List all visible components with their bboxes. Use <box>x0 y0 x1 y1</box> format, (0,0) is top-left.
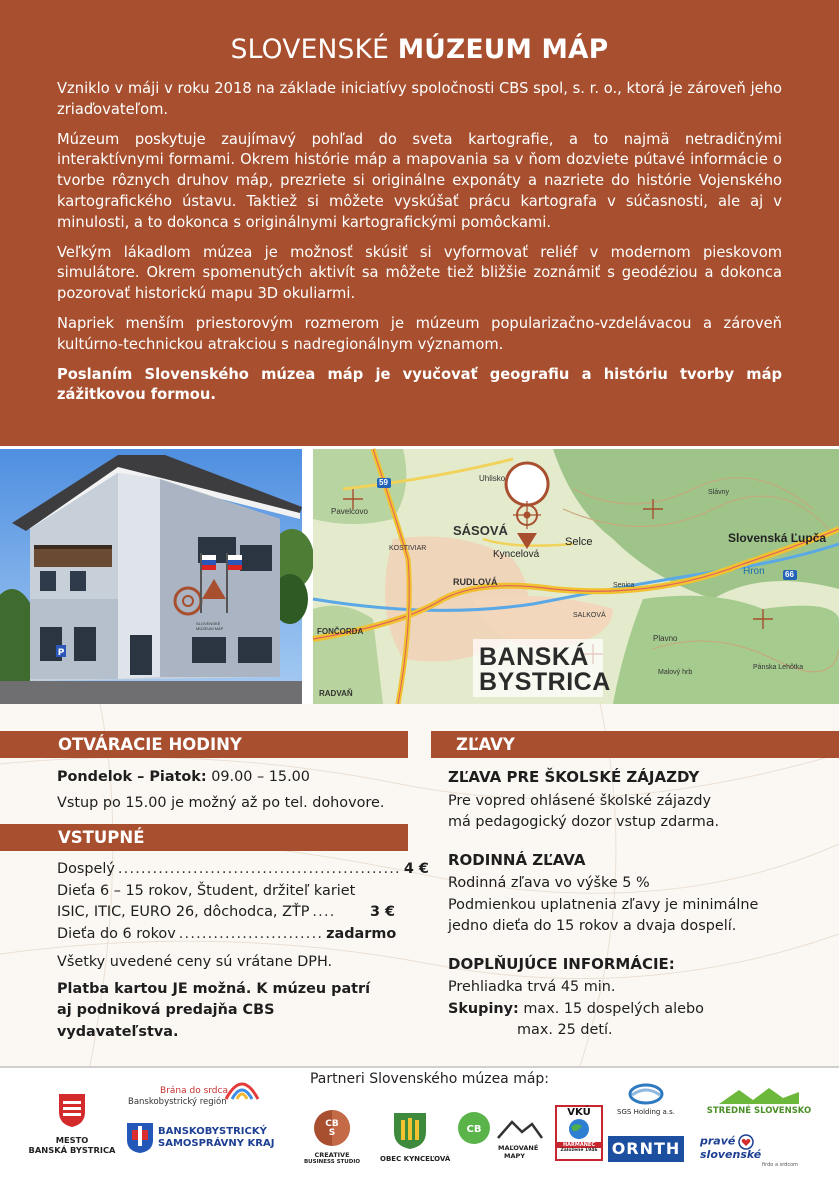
logo-text: Brána do srdca <box>160 1086 228 1096</box>
logo-malovane-mapy <box>456 1110 544 1160</box>
logo-text: MAĽOVANÉ <box>498 1144 539 1152</box>
intro-paragraph: Múzeum poskytuje zaujímavý pohľad do sveta kartografie, a to najmä netradičnými interaktívnymi formami. Okrem histórie máp a mapovania sa v ňom dozviete pútavé informácie o tvorbe rôznych druhov máp, prezriete si originálne exponáty a nazriete do histórie Vojenského kartografického ústavu. Taktiež si môžete vyskúšať prácu kartografa v súčasnosti, ale aj v minulosti, a to dokonca s originálnymi kartografickými pomôckami. <box>57 130 782 231</box>
logo-text: ORNTH <box>611 1139 681 1158</box>
svg-text:CB: CB <box>466 1124 482 1135</box>
logo-subtext: firdo a srdcom <box>762 1162 799 1168</box>
vat-note: Všetky uvedené ceny sú vrátane DPH. <box>57 954 333 970</box>
logo-text: MESTO <box>55 1135 89 1145</box>
building-illustration <box>0 449 302 704</box>
price-row-reduced <box>57 902 395 924</box>
map-label-radvan: RADVAŇ <box>319 689 353 698</box>
price-row-adult <box>57 859 429 881</box>
map-label-road-66: 66 <box>785 570 794 579</box>
malovane-mapy-icon <box>456 1110 544 1146</box>
coat-of-arms-icon <box>57 1092 87 1128</box>
family-discount-line: Podmienkou uplatnenia zľavy je minimálne <box>448 896 759 913</box>
building-sign: SLOVENSKÉ MÚZEUM MÁP <box>196 621 224 631</box>
intro-panel <box>0 0 839 446</box>
map-label-road-59: 59 <box>379 478 388 487</box>
discounts-info <box>448 767 818 1042</box>
price-label-line1: Dieťa 6 – 15 rokov, Študent, držiteľ kariet <box>57 882 356 899</box>
map-label-salkova: SALKOVÁ <box>573 612 606 619</box>
price-dots: ......................... <box>178 925 324 942</box>
map-label-senica: Senica <box>613 582 635 589</box>
map-label-pavelcovo: Pavelcovo <box>331 507 368 516</box>
cbs-letter: S <box>328 1128 336 1138</box>
map-city-name <box>479 645 611 695</box>
hours-time: 09.00 – 15.00 <box>211 769 310 785</box>
map-label-malovy-hrb: Malový hrb <box>658 669 693 676</box>
price-label: Dieťa do 6 rokov <box>57 925 176 942</box>
map-label-panska-lehotka: Pánska Lehôtka <box>753 664 804 671</box>
hours-info <box>57 767 407 814</box>
intro-paragraph: Vzniklo v máji v roku 2018 na základe iniciatívy spoločnosti CBS spol, s. r. o., ktorá je zároveň jeho zriaďovateľom. <box>57 80 782 118</box>
logo-sgs-holding <box>608 1083 684 1117</box>
map-label-slovenska-lupca: Slovenská Ľupča <box>728 531 827 545</box>
logo-mesto-banska-bystrica <box>22 1092 122 1155</box>
mission-statement: Poslaním Slovenského múzea máp je vyučovať geografiu a históriu tvorby máp zážitkovou formou. <box>57 365 782 404</box>
logo-text: BANSKÁ BYSTRICA <box>28 1145 116 1155</box>
discounts-heading: ZĽAVY <box>456 735 515 754</box>
logo-text: STREDNÉ SLOVENSKO <box>706 1106 812 1116</box>
school-discount-line: Pre vopred ohlásené školské zájazdy <box>448 792 711 809</box>
hours-heading: OTVÁRACIE HODINY <box>58 735 242 754</box>
logo-stredne-slovensko <box>700 1086 818 1116</box>
map-label-selce: Selce <box>565 536 593 548</box>
logo-obec-kyncelova <box>380 1112 451 1164</box>
groups-line: max. 15 dospelých alebo <box>523 1000 704 1017</box>
groups-line: max. 25 detí. <box>517 1022 613 1038</box>
family-discount-line: jedno dieťa do 15 rokov a dvaja dospelí. <box>448 918 737 934</box>
school-discount-line: má pedagogický dozor vstup zdarma. <box>448 814 720 830</box>
groups-label: Skupiny: <box>448 1000 519 1017</box>
tour-duration: Prehliadka trvá 45 min. <box>448 979 616 995</box>
price-value: zadarmo <box>326 925 397 942</box>
map-city-line2: BYSTRICA <box>479 668 611 696</box>
hours-heading-bar <box>0 731 408 758</box>
cbs-letter: B <box>331 1119 339 1129</box>
intro-paragraph: Napriek menším priestorovým rozmerom je múzeum popularizačno-vzdelávacou a zároveň kultúrno-technickou atrakciou s nadregionálnym významom. <box>57 314 782 353</box>
logo-text: slovenské <box>700 1148 762 1161</box>
intro-paragraph: Veľkým lákadlom múzea je možnosť skúsiť si vyformovať reliéf v modernom pieskovom simulátore. Okrem spomenutých aktivít sa môžete tiež bližšie zoznámiť s geodéziou a dokonca pozorovať historickú mapu 3D okuliarmi. <box>57 243 782 303</box>
mountains-icon <box>719 1086 799 1104</box>
logo-text: Banskobystrický región <box>128 1097 227 1107</box>
page-title: SLOVENSKÉ MÚZEUM MÁP <box>230 34 609 65</box>
price-row-child <box>57 924 395 946</box>
card-payment-note: Platba kartou JE možná. K múzeu patrí aj podniková predajňa CBS vydavateľstva. <box>57 980 371 1040</box>
sgs-swirl-icon <box>626 1083 666 1105</box>
map-label-kyncelova: Kyncelová <box>493 549 540 560</box>
kyncelova-shield-icon <box>393 1112 427 1150</box>
partners-divider <box>0 1066 839 1068</box>
map-label-slavny: Slávny <box>708 489 730 496</box>
vku-title: VKÚ <box>567 1107 591 1118</box>
logo-ornth <box>608 1136 684 1162</box>
map-label-plavno: Plavno <box>653 634 678 643</box>
logo-cbs-creative <box>300 1108 364 1166</box>
logo-text: OBEC KYNCEĽOVÁ <box>380 1155 451 1163</box>
admission-heading: VSTUPNÉ <box>58 828 145 847</box>
logo-prave-slovenske <box>700 1134 818 1170</box>
logo-text: CREATIVE <box>314 1151 350 1159</box>
museum-building-photo <box>0 449 302 704</box>
price-label: ISIC, ITIC, EURO 26, dôchodca, ZŤP <box>57 904 310 920</box>
vku-sub: HARMANEC <box>557 1142 601 1148</box>
price-dots: .... <box>312 904 336 920</box>
logo-text: pravé <box>700 1134 736 1148</box>
logo-text: SAMOSPRÁVNY KRAJ <box>158 1138 275 1149</box>
globe-icon <box>564 1118 594 1140</box>
family-discount-line: Rodinná zľava vo výške 5 % <box>448 875 650 891</box>
hours-note: Vstup po 15.00 je možný až po tel. dohovore. <box>57 794 385 811</box>
price-dots: ................................................. <box>117 861 401 877</box>
map-label-foncorda: FONČORDA <box>317 627 364 636</box>
map-label-sasova: SÁSOVÁ <box>453 523 508 538</box>
cbs-letters <box>300 1120 364 1138</box>
map-label-rudlova: RUDLOVÁ <box>453 577 498 587</box>
cbs-letter: C <box>325 1119 332 1129</box>
price-value: 4 € <box>403 861 429 877</box>
groups-row <box>448 999 818 1021</box>
map-label-uhlisko: Uhlisko <box>479 474 506 483</box>
admission-info <box>57 859 429 1043</box>
logo-text: SGS Holding a.s. <box>617 1108 675 1116</box>
logo-text: MAPY <box>504 1152 525 1160</box>
bbsk-shield-icon <box>126 1122 154 1154</box>
extra-info-title: DOPLŇUJÚCE INFORMÁCIE: <box>448 954 675 973</box>
map-city-line1: BANSKÁ <box>479 643 589 671</box>
logo-text: BANSKOBYSTRICKÝ <box>158 1126 267 1137</box>
family-discount-title: RODINNÁ ZĽAVA <box>448 850 586 869</box>
discounts-heading-bar <box>431 731 839 758</box>
price-value: 3 € <box>369 904 395 920</box>
hours-row <box>57 767 407 789</box>
intro-text <box>57 79 782 415</box>
logo-text: BUSINESS STUDIO <box>303 1159 361 1165</box>
hours-days: Pondelok – Piatok: <box>57 769 207 785</box>
partners-title: Partneri Slovenského múzea máp: <box>309 1071 550 1087</box>
map-label-hron: Hron <box>743 566 765 577</box>
admission-heading-bar <box>0 824 408 851</box>
price-label: Dospelý <box>57 861 115 877</box>
svg-text:P: P <box>57 648 65 658</box>
logo-vku <box>555 1105 603 1161</box>
school-discount-title: ZĽAVA PRE ŠKOLSKÉ ZÁJAZDY <box>448 768 700 786</box>
map-label-kostiviar: KOSTIVIAR <box>389 545 427 552</box>
vku-year: Založené 1946 <box>560 1148 598 1153</box>
location-map <box>313 449 839 704</box>
